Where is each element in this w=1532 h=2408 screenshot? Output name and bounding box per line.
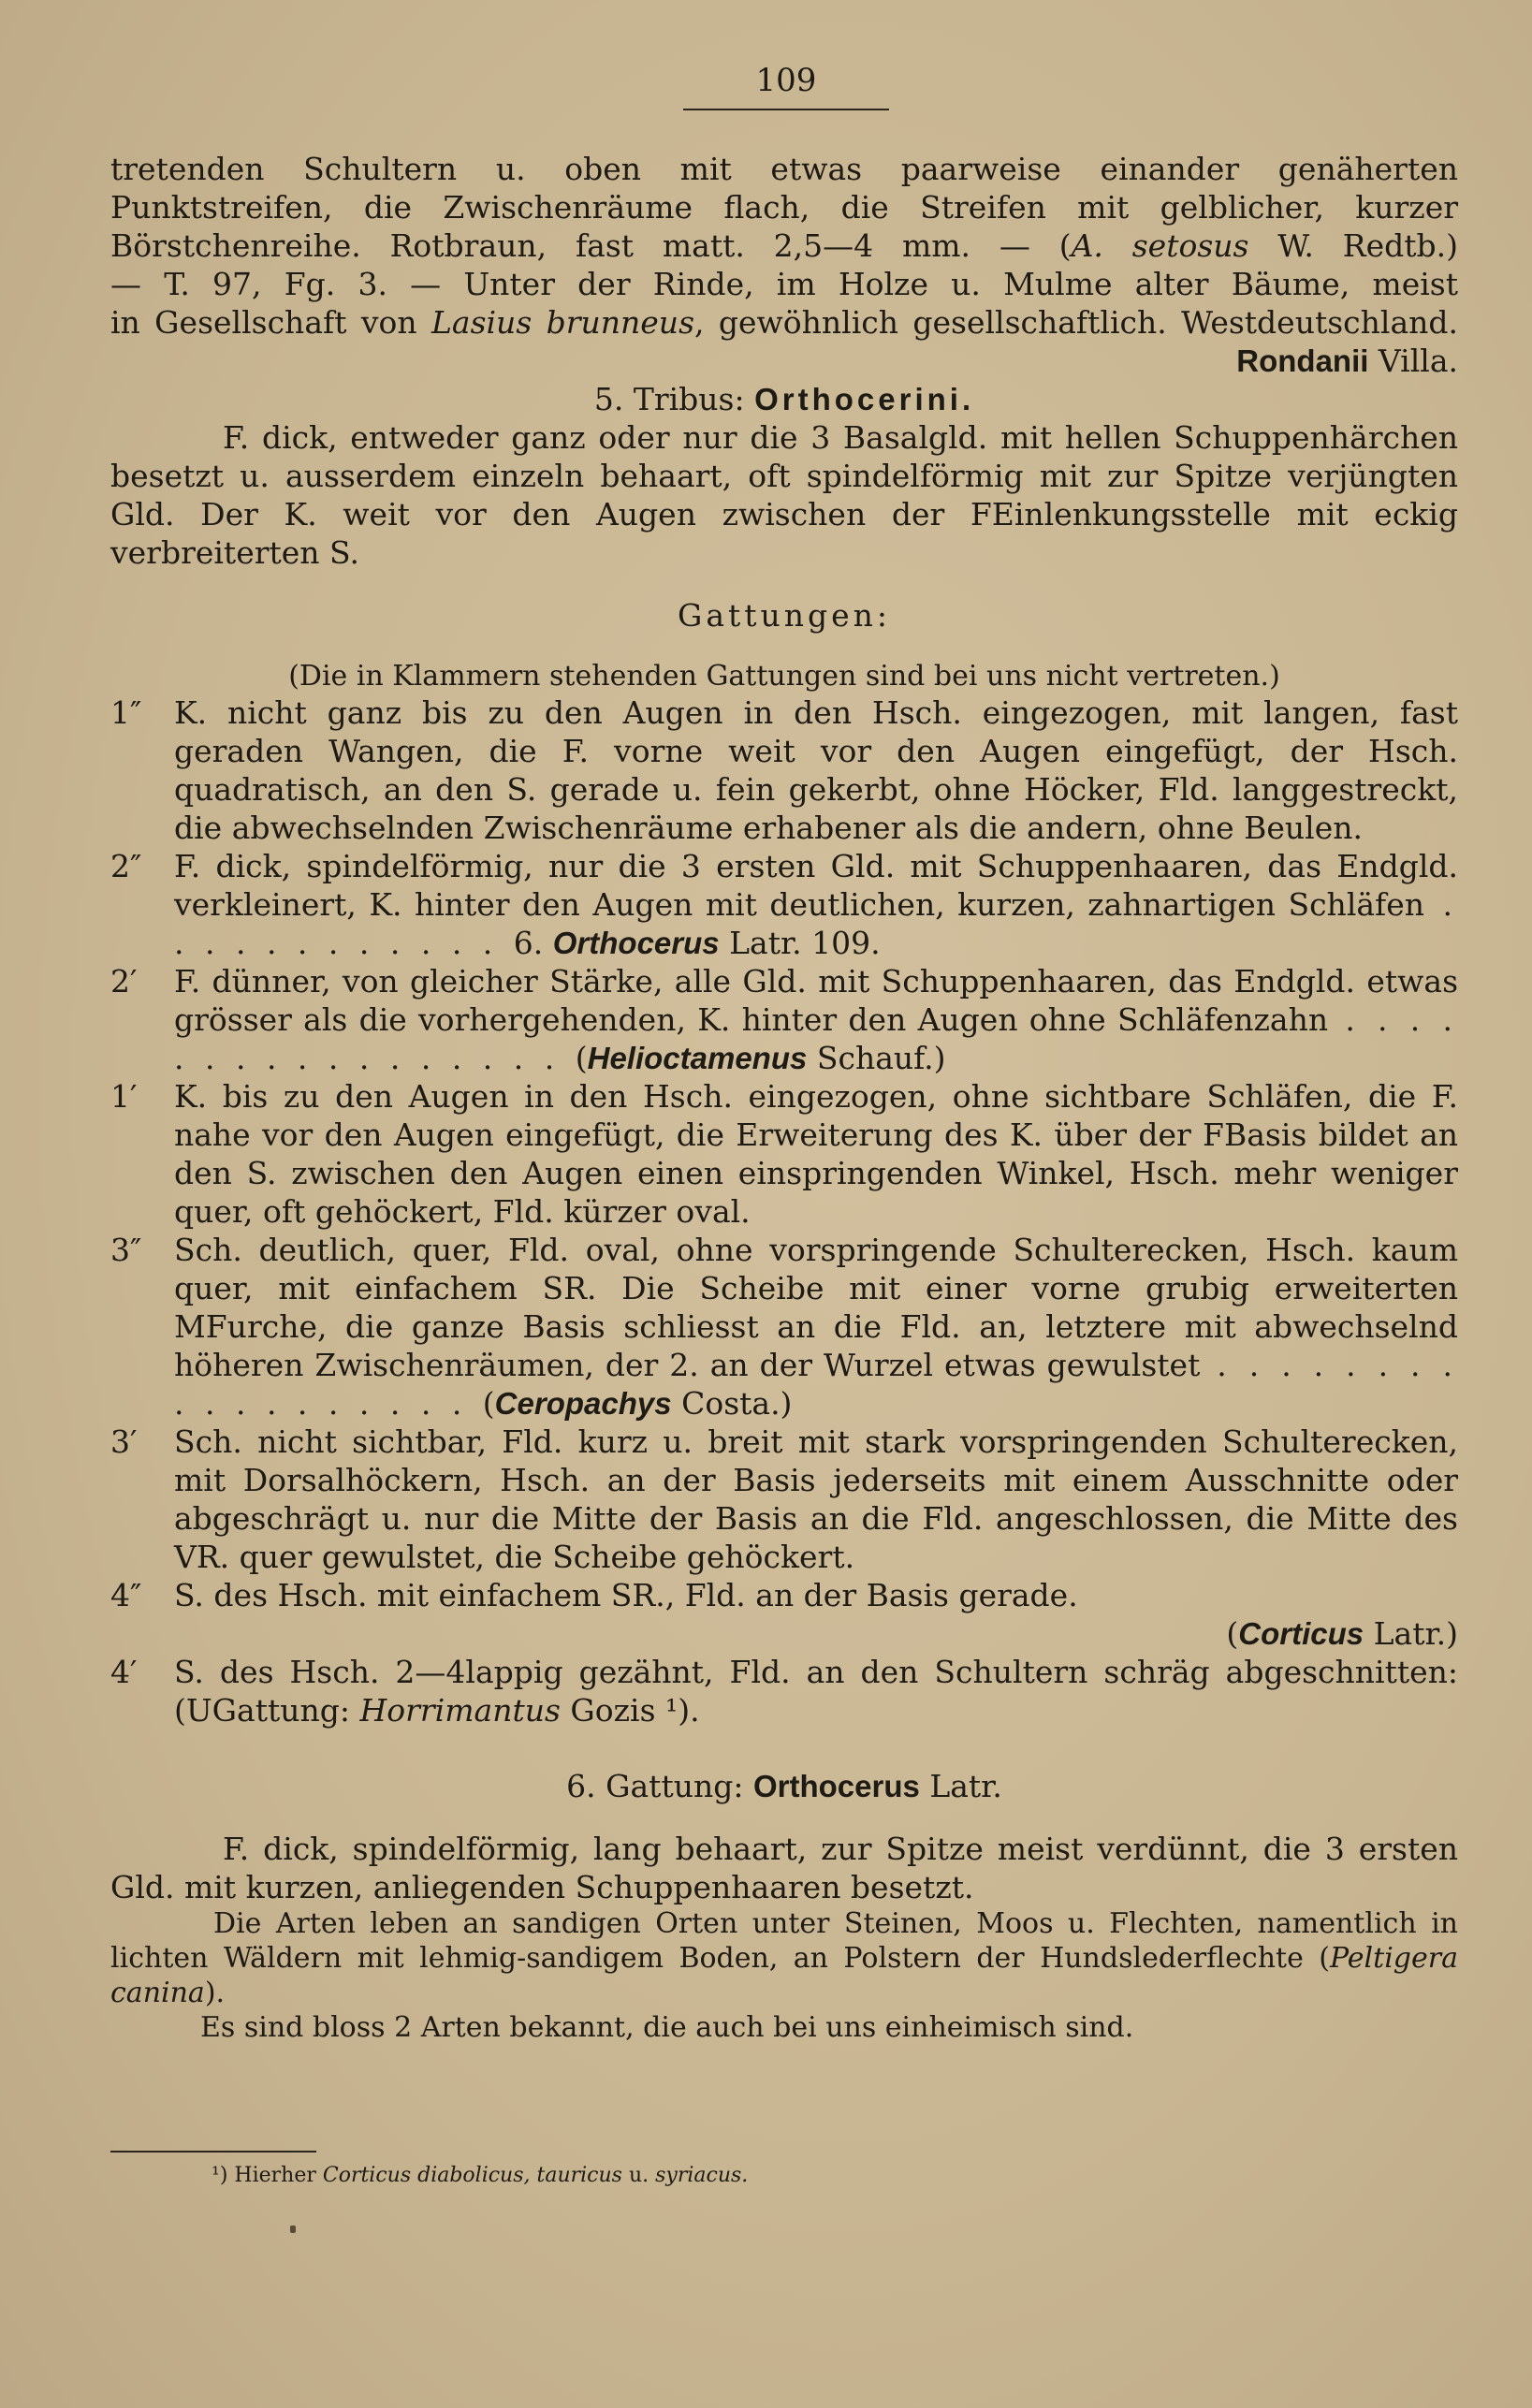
key-entry-4a: 4″ S. des Hsch. mit einfachem SR., Fld. an der Basis gerade. (Corticus Latr.) bbox=[110, 1577, 1458, 1652]
gattung-heading: 6. Gattung: Orthocerus Latr. bbox=[566, 1768, 1002, 1804]
p1-line-3: Börstchenreihe. Rotbraun, fast matt. 2,5—4 mm. — (A. setosus W. Redtb.) bbox=[110, 227, 1459, 264]
p1-line-2: Punktstreifen, die Zwischenräume flach, die Streifen mit gelblicher, kurzer bbox=[110, 189, 1458, 226]
key-entry-2a: 2″ F. dick, spindelförmig, nur die 3 ersten Gld. mit Schuppenhaaren, das Endgld. verkleinert, K. hinter den Augen mit deutlichen, kurzen, zahnartigen Schläfen . . . . . . . . . . . . 6. Orthocerus Latr. 109. bbox=[110, 848, 1458, 961]
gattung-description: F. dick, spindelförmig, lang behaart, zur Spitze meist verdünnt, die 3 ersten Gld. mit kurzen, anliegenden Schuppenhaaren besetzt. bbox=[110, 1831, 1458, 1905]
habitat-paragraph: Die Arten leben an sandigen Orten unter Steinen, Moos u. Flechten, namentlich in lichten Wäldern mit lehmig-sandigem Boden, an Polstern der Hundslederflechte (Peltigera canina). bbox=[110, 1907, 1458, 2009]
p1-line-1: tretenden Schultern u. oben mit etwas paarweise einander genäherten bbox=[110, 151, 1458, 187]
footnote: ¹) Hierher Corticus diabolicus, tauricus u. syriacus. bbox=[212, 2164, 749, 2187]
p1-line-4: — T. 97, Fg. 3. — Unter der Rinde, im Holze u. Mulme alter Bäume, meist bbox=[110, 266, 1458, 302]
key-entry-2b: 2′ F. dünner, von gleicher Stärke, alle Gld. mit Schuppenhaaren, das Endgld. etwas grösser als die vorhergehenden, K. hinter den Augen ohne Schläfenzahn . . . . . . . . . . . . . . . . . (Helioctamenus Schauf.) bbox=[110, 963, 1459, 1076]
tribus-heading: 5. Tribus: Orthocerini. bbox=[593, 381, 975, 417]
key-entry-3b: 3′ Sch. nicht sichtbar, Fld. kurz u. breit mit stark vorspringenden Schulterecken, mit Dorsalhöckern, Hsch. an der Basis jederseits mit einem Ausschnitte oder abgeschrägt u. nur die Mitte der Basis an die Fld. angeschlossen, die Mitte des VR. quer gewulstet, die Scheibe gehöckert. bbox=[110, 1423, 1458, 1575]
paper-speck bbox=[290, 2226, 296, 2233]
p1-line-5: in Gesellschaft von Lasius brunneus, gewöhnlich gesellschaftlich. Westdeutschland. bbox=[110, 304, 1458, 341]
header-rule bbox=[683, 109, 889, 110]
gattungen-note: (Die in Klammern stehenden Gattungen sind bei uns nicht vertreten.) bbox=[288, 660, 1280, 693]
footnote-rule bbox=[110, 2151, 316, 2153]
gattungen-heading: Gattungen: bbox=[677, 597, 892, 634]
key-entry-3a: 3″ Sch. deutlich, quer, Fld. oval, ohne vorspringende Schulterecken, Hsch. kaum quer, mit einfachem SR. Die Scheibe mit einer vorne grubig erweiterten MFurche, die ganze Basis schliesst an die Fld. an, letztere mit abwechselnd höheren Zwischenräumen, der 2. an der Wurzel etwas gewulstet . . . . . . . . . . . . . . . . . . (Ceropachys Costa.) bbox=[110, 1232, 1458, 1422]
p1-line-6: Rondanii Villa. bbox=[1236, 343, 1458, 379]
page-number: 109 bbox=[755, 62, 817, 99]
species-count-paragraph: Es sind bloss 2 Arten bekannt, die auch bei uns einheimisch sind. bbox=[200, 2011, 1134, 2044]
tribus-description: F. dick, entweder ganz oder nur die 3 Basalgld. mit hellen Schuppenhärchen besetzt u. ausserdem einzeln behaart, oft spindelförmig mit zur Spitze verjüngten Gld. Der K. weit vor den Augen zwischen der FEinlenkungsstelle mit eckig verbreiterten S. bbox=[110, 419, 1458, 571]
key-entry-1b: 1′ K. bis zu den Augen in den Hsch. eingezogen, ohne sichtbare Schläfen, die F. nahe vor den Augen eingefügt, die Erweiterung des K. über der FBasis bildet an den S. zwischen den Augen einen einspringenden Winkel, Hsch. mehr weniger quer, oft gehöckert, Fld. kürzer oval. bbox=[110, 1078, 1458, 1230]
key-entry-4b: 4′ S. des Hsch. 2—4lappig gezähnt, Fld. an den Schultern schräg abgeschnitten: (UGattung: Horrimantus Gozis ¹). bbox=[110, 1654, 1458, 1729]
body-text bbox=[110, 150, 1458, 2045]
key-entry-1a: 1″ K. nicht ganz bis zu den Augen in den Hsch. eingezogen, mit langen, fast geraden Wangen, die F. vorne weit vor den Augen eingefügt, der Hsch. quadratisch, an den S. gerade u. fein gekerbt, ohne Höcker, Fld. langgestreckt, die abwechselnden Zwischenräume erhabener als die andern, ohne Beulen. bbox=[110, 694, 1458, 846]
